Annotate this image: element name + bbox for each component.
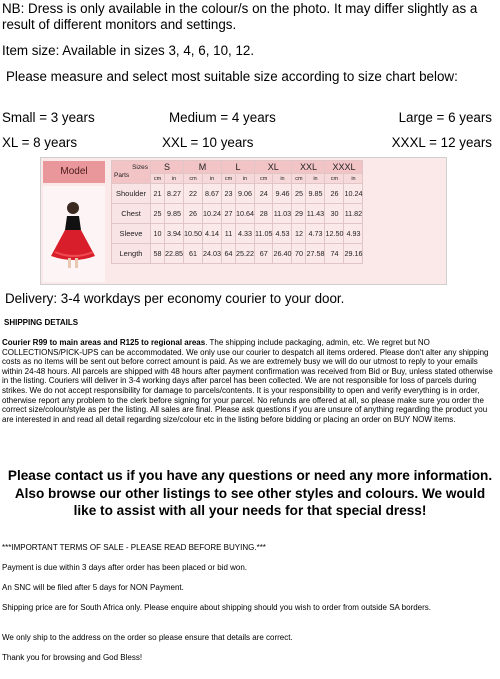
measure-instruction: Please measure and select most suitable size according to size chart below:	[6, 69, 458, 84]
payment-term: Payment is due within 3 days after order has been placed or bid won.	[2, 563, 248, 572]
table-cell: 26.40	[273, 244, 292, 264]
table-cell: 27.58	[306, 244, 325, 264]
table-cell: 10.24	[344, 184, 363, 204]
size-xxl: XXL = 10 years	[162, 135, 254, 150]
table-cell: 10	[151, 224, 165, 244]
table-cell: 74	[325, 244, 344, 264]
table-cell: 4.93	[344, 224, 363, 244]
table-row	[112, 224, 363, 244]
table-cell: 11.05	[255, 224, 273, 244]
table-cell: 12.50	[325, 224, 344, 244]
part-label: Sleeve	[112, 224, 151, 244]
unit-cell: in	[344, 174, 363, 184]
table-cell: 28	[255, 204, 273, 224]
unit-cell: in	[165, 174, 184, 184]
table-row	[112, 184, 363, 204]
table-cell: 67	[255, 244, 273, 264]
table-cell: 21	[151, 184, 165, 204]
delivery-text: Delivery: 3-4 workdays per economy courier to your door.	[5, 291, 345, 306]
table-cell: 58	[151, 244, 165, 264]
table-cell: 25	[292, 184, 306, 204]
size-header: M	[184, 161, 222, 174]
shipping-body: . The shipping include packaging, admin, etc. We regret but NO COLLECTIONS/PICK-UPS can be accommodated. We only use our courier to despatch all items ordered. Please don't alter any shipping costs as no items will be sent out before correct amount is paid. As we are extremely busy we will do our utmost to reply to your emails within 24-48 hours. All parcels are shipped with 48 hours after payment confirmation was received from Bid or Buy, unless stated otherwise in the listing. Couriers will deliver in 3-4 working days after parcel has been collected. We are not responsible for loss of parcels during strikes. We do not accept responsibility for damage to parcels/contents. It is your responsibility to open and verify everything is in order, otherwise report any problem to the clerk before signing for your parcel. No refunds are offered at all, so please make sure you order the correct size/colour/style as per the listing. All sales are final. Please ask questions if you are unsure of anything regarding the product you are interested in and read all detail regarding size/colour etc in the listing before bidding or placing an order on BUY NOW items.	[2, 338, 493, 424]
table-cell: 22	[184, 184, 203, 204]
dress-illustration	[43, 186, 105, 282]
table-row	[112, 244, 363, 264]
table-cell: 11.03	[273, 204, 292, 224]
part-label: Shoulder	[112, 184, 151, 204]
size-header: XL	[255, 161, 292, 174]
model-photo	[43, 186, 105, 282]
unit-cell: in	[273, 174, 292, 184]
terms-heading: ***IMPORTANT TERMS OF SALE - PLEASE READ BEFORE BUYING.***	[2, 543, 266, 552]
address-term: We only ship to the address on the order so please ensure that details are correct.	[2, 633, 293, 642]
table-cell: 61	[184, 244, 203, 264]
table-cell: 10.24	[203, 204, 222, 224]
table-cell: 24	[255, 184, 273, 204]
table-cell: 10.64	[236, 204, 255, 224]
nb-note: NB: Dress is only available in the colour/s on the photo. It may differ slightly as a result of different monitors and settings.	[2, 1, 478, 32]
model-header: Model	[43, 161, 105, 183]
table-cell: 26	[325, 184, 344, 204]
table-cell: 30	[325, 204, 344, 224]
size-header: XXXL	[325, 161, 363, 174]
table-cell: 29.16	[344, 244, 363, 264]
table-cell: 64	[222, 244, 236, 264]
table-cell: 22.85	[165, 244, 184, 264]
unit-cell: in	[203, 174, 222, 184]
table-cell: 4.33	[236, 224, 255, 244]
unit-cell: cm	[184, 174, 203, 184]
table-cell: 11	[222, 224, 236, 244]
size-header: XXL	[292, 161, 325, 174]
sizes-parts-header	[112, 161, 151, 184]
table-cell: 25	[151, 204, 165, 224]
table-row	[112, 204, 363, 224]
table-cell: 26	[184, 204, 203, 224]
size-header: L	[222, 161, 255, 174]
table-cell: 8.67	[203, 184, 222, 204]
snc-term: An SNC will be filed after 5 days for NON Payment.	[2, 583, 184, 592]
table-cell: 11.82	[344, 204, 363, 224]
part-label: Chest	[112, 204, 151, 224]
table-cell: 9.85	[306, 184, 325, 204]
unit-cell: in	[306, 174, 325, 184]
parts-label: Parts	[114, 172, 130, 179]
item-size-text: Item size: Available in sizes 3, 4, 6, 10, 12.	[2, 43, 255, 58]
contact-message: Please contact us if you have any questions or need any more information. Also browse our other listings to see other styles and colours. We would like to assist with all your needs for that special dress!	[7, 468, 493, 518]
shipping-price-term: Shipping price are for South Africa only. Please enquire about shipping should you wish to order from outside SA borders.	[2, 603, 431, 612]
size-small: Small = 3 years	[2, 110, 95, 125]
table-cell: 4.53	[273, 224, 292, 244]
table-cell: 3.94	[165, 224, 184, 244]
size-chart	[40, 157, 447, 285]
shipping-rates: Courier R99 to main areas and R125 to regional areas	[2, 338, 206, 347]
table-cell: 11.43	[306, 204, 325, 224]
table-cell: 12	[292, 224, 306, 244]
table-cell: 9.85	[165, 204, 184, 224]
unit-cell: cm	[255, 174, 273, 184]
part-label: Length	[112, 244, 151, 264]
size-header: S	[151, 161, 184, 174]
sizes-label: Sizes	[132, 164, 148, 171]
size-medium: Medium = 4 years	[169, 110, 276, 125]
table-cell: 8.27	[165, 184, 184, 204]
size-table	[111, 160, 363, 264]
size-large: Large = 6 years	[398, 110, 492, 125]
shipping-heading: SHIPPING DETAILS	[4, 318, 79, 327]
table-cell: 25.22	[236, 244, 255, 264]
table-cell: 9.06	[236, 184, 255, 204]
unit-cell: cm	[325, 174, 344, 184]
thanks-text: Thank you for browsing and God Bless!	[2, 653, 143, 662]
shipping-details	[2, 338, 494, 424]
unit-cell: cm	[222, 174, 236, 184]
table-cell: 29	[292, 204, 306, 224]
unit-cell: cm	[151, 174, 165, 184]
size-xl: XL = 8 years	[2, 135, 78, 150]
unit-cell: in	[236, 174, 255, 184]
table-cell: 4.14	[203, 224, 222, 244]
table-cell: 4.73	[306, 224, 325, 244]
table-cell: 10.50	[184, 224, 203, 244]
unit-cell: cm	[292, 174, 306, 184]
table-cell: 70	[292, 244, 306, 264]
table-cell: 24.03	[203, 244, 222, 264]
table-cell: 9.46	[273, 184, 292, 204]
size-xxxl: XXXL = 12 years	[391, 135, 492, 150]
table-cell: 27	[222, 204, 236, 224]
table-cell: 23	[222, 184, 236, 204]
